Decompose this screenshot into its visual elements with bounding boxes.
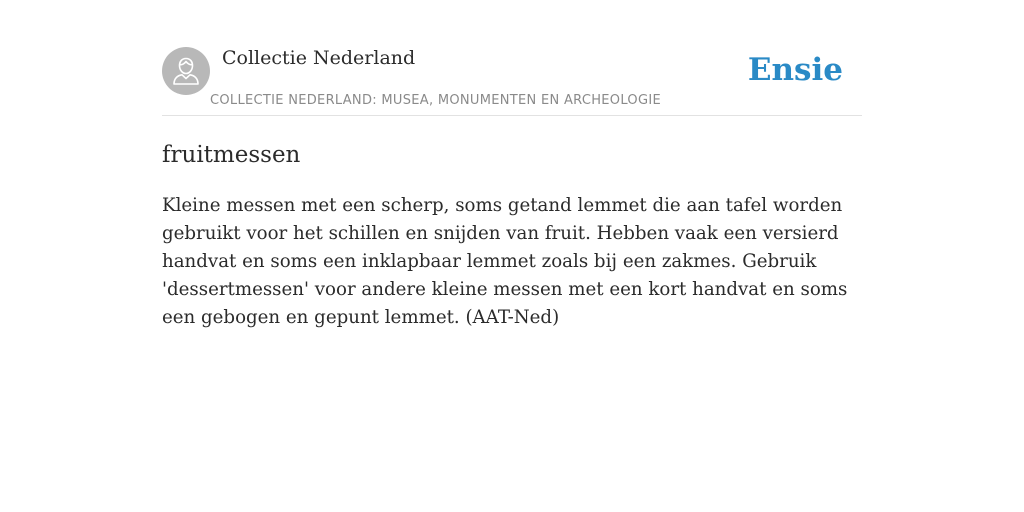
source-label[interactable]: COLLECTIE NEDERLAND: MUSEA, MONUMENTEN EN ARCHEOLOGIE (210, 93, 661, 108)
entry-header (162, 46, 862, 116)
definition-text: Kleine messen met een scherp, soms getand lemmet die aan tafel worden gebruikt voor het schillen en snijden van fruit. Hebben vaak een versierd handvat en soms een inklapbaar lemmet zoals bij een zakmes. Gebruik 'dessertmessen' voor andere kleine messen met een kort handvat en soms een gebogen en gepunt lemmet. (AAT-Ned) (162, 195, 848, 328)
brand-logo[interactable]: Ensie (747, 52, 843, 88)
avatar[interactable] (162, 47, 210, 95)
entry-card (162, 46, 862, 332)
user-icon (172, 56, 200, 86)
author-link[interactable]: Collectie Nederland (222, 47, 416, 69)
term-title: fruitmessen (162, 142, 301, 168)
